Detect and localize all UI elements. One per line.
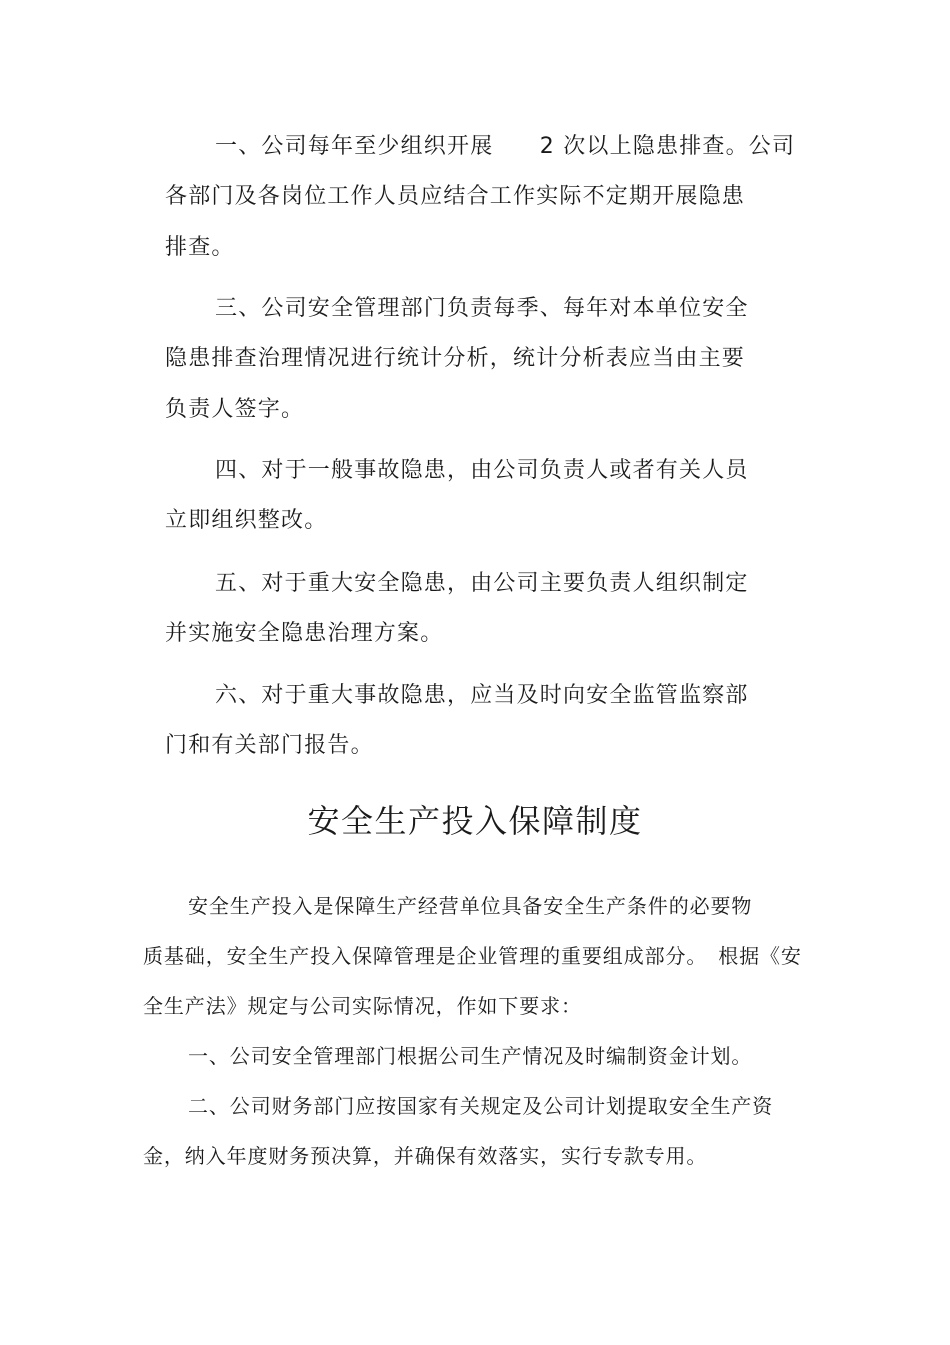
requirement-2-line-2: 金，纳入年度财务预决算，并确保有效落实，实行专款专用。	[143, 1144, 708, 1168]
paragraph-3-line-1: 三、公司安全管理部门负责每季、每年对本单位安全	[215, 296, 749, 321]
intro-line-3: 全生产法》规定与公司实际情况，作如下要求：	[143, 994, 582, 1018]
paragraph-4-line-1: 四、对于一般事故隐患，由公司负责人或者有关人员	[215, 458, 749, 483]
paragraph-6-line-2: 门和有关部门报告。	[165, 733, 374, 758]
paragraph-5-line-2: 并实施安全隐患治理方案。	[165, 621, 444, 646]
paragraph-4-line-2: 立即组织整改。	[165, 508, 328, 533]
paragraph-1-line-1: 一、公司每年至少组织开展 2 次以上隐患排查。公司	[215, 134, 796, 159]
requirement-1-line-1: 一、公司安全管理部门根据公司生产情况及时编制资金计划。	[188, 1044, 753, 1068]
paragraph-5-line-1: 五、对于重大安全隐患，由公司主要负责人组织制定	[215, 571, 749, 596]
paragraph-1-line-3: 排查。	[165, 235, 235, 260]
paragraph-3-line-3: 负责人签字。	[165, 397, 305, 422]
intro-line-1: 安全生产投入是保障生产经营单位具备安全生产条件的必要物	[188, 894, 753, 918]
requirement-2-line-1: 二、公司财务部门应按国家有关规定及公司计划提取安全生产资	[188, 1094, 774, 1118]
intro-line-2: 质基础，安全生产投入保障管理是企业管理的重要组成部分。 根据《安	[143, 944, 802, 968]
paragraph-1-line-2: 各部门及各岗位工作人员应结合工作实际不定期开展隐患	[165, 184, 746, 209]
paragraph-6-line-1: 六、对于重大事故隐患，应当及时向安全监管监察部	[215, 683, 749, 708]
paragraph-3-line-2: 隐患排查治理情况进行统计分析，统计分析表应当由主要	[165, 346, 746, 371]
section-title: 安全生产投入保障制度	[307, 802, 643, 840]
